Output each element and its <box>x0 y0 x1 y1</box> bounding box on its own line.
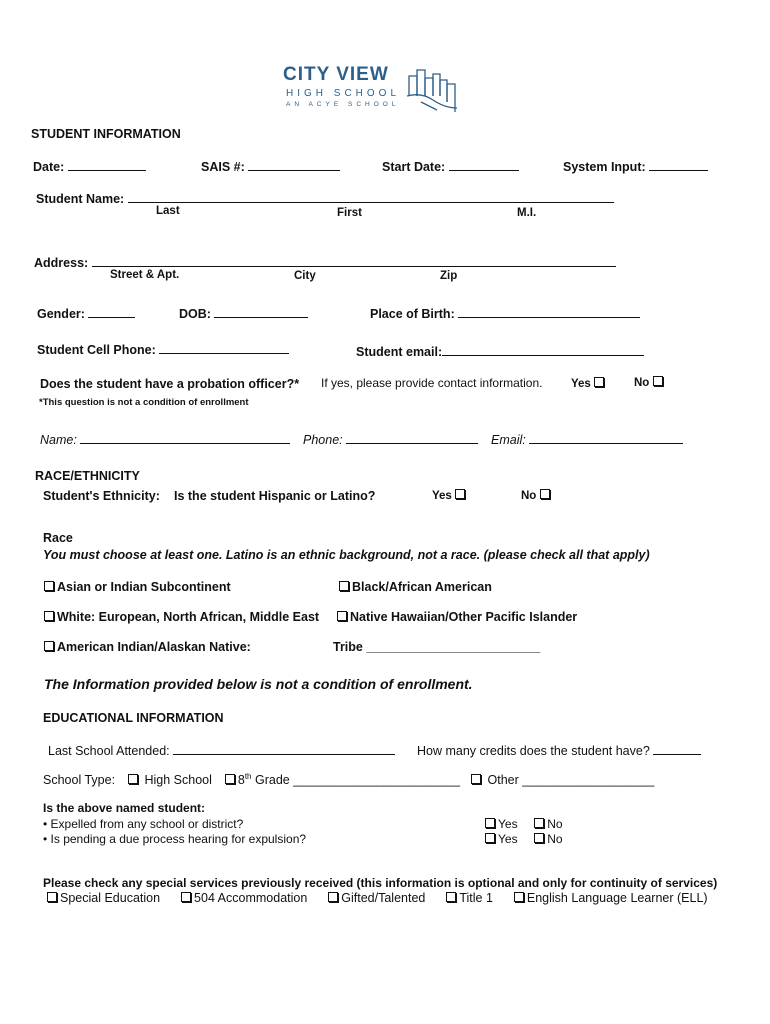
eighth-grade-number: 8 <box>237 773 245 788</box>
race-asian-label: Asian or Indian Subcontinent <box>57 580 231 594</box>
date-label: Date: <box>33 160 65 174</box>
officer-name-label: Name: <box>40 433 77 447</box>
race-heading: Race <box>43 531 73 545</box>
address-field[interactable] <box>92 254 616 267</box>
race-ethnicity-heading: RACE/ETHNICITY <box>35 469 140 483</box>
pending-yes-label: Yes <box>498 832 518 846</box>
eighth-grade-suffix: th <box>244 772 252 781</box>
gender-row <box>37 305 135 321</box>
hispanic-no-option[interactable] <box>521 489 553 502</box>
start-date-label: Start Date: <box>382 160 446 174</box>
gender-field[interactable] <box>88 305 135 318</box>
school-type-row <box>43 772 654 787</box>
credits-question: How many credits does the student have? <box>417 744 650 758</box>
special-education-label: Special Education <box>60 891 161 905</box>
first-caption: First <box>337 207 362 219</box>
city-skyline-icon <box>407 66 459 114</box>
officer-phone-label: Phone: <box>303 433 343 447</box>
start-date-field[interactable] <box>449 158 519 171</box>
expelled-options <box>485 817 563 831</box>
high-school-label: High School <box>144 773 212 788</box>
pending-options <box>485 832 563 846</box>
start-date-row <box>382 158 519 174</box>
student-email-label: Student email: <box>356 345 443 359</box>
system-input-row <box>563 158 708 174</box>
student-name-field[interactable] <box>128 190 614 203</box>
officer-phone-row <box>303 431 478 447</box>
cell-phone-label: Student Cell Phone: <box>37 343 156 357</box>
race-black-checkbox[interactable] <box>339 581 349 591</box>
officer-name-row <box>40 431 290 447</box>
probation-no-checkbox[interactable] <box>653 376 663 386</box>
logo-name: CITY VIEW <box>283 64 389 85</box>
race-black-label: Black/African American <box>352 580 492 594</box>
race-option-black[interactable] <box>339 580 492 594</box>
race-hawaiian-label: Native Hawaiian/Other Pacific Islander <box>350 610 578 624</box>
last-caption: Last <box>156 205 180 217</box>
tribe-field[interactable]: _________________________ <box>366 640 541 654</box>
credits-row <box>417 742 701 758</box>
race-white-label: White: European, North African, Middle East <box>57 610 320 624</box>
officer-name-field[interactable] <box>80 431 290 444</box>
above-named-heading: Is the above named student: <box>43 801 206 815</box>
date-row <box>33 158 146 174</box>
expelled-yes-checkbox[interactable] <box>485 818 495 828</box>
student-email-row <box>356 343 644 359</box>
officer-email-field[interactable] <box>529 431 683 444</box>
last-school-row <box>48 742 395 758</box>
ethnicity-label: Student's Ethnicity: <box>43 489 160 503</box>
officer-email-row <box>491 431 683 447</box>
pending-yes-checkbox[interactable] <box>485 833 495 843</box>
other-checkbox[interactable] <box>471 774 481 784</box>
ell-checkbox[interactable] <box>514 892 524 902</box>
special-education-checkbox[interactable] <box>47 892 57 902</box>
eighth-grade-checkbox[interactable] <box>225 774 235 784</box>
gifted-talented-label: Gifted/Talented <box>341 891 426 905</box>
title-1-checkbox[interactable] <box>446 892 456 902</box>
hispanic-no-label: No <box>521 490 537 502</box>
accommodation-504-checkbox[interactable] <box>181 892 191 902</box>
tribe-label: Tribe <box>333 640 363 654</box>
race-option-asian[interactable] <box>44 580 231 594</box>
services-options <box>47 891 708 905</box>
probation-yes-option[interactable] <box>571 377 607 390</box>
accommodation-504-label: 504 Accommodation <box>194 891 308 905</box>
logo-line2: HIGH SCHOOL <box>286 88 401 99</box>
logo-line3: AN ACYE SCHOOL <box>286 101 400 108</box>
officer-email-label: Email: <box>491 433 526 447</box>
probation-no-option[interactable] <box>634 376 666 389</box>
date-field[interactable] <box>68 158 146 171</box>
eighth-grade-label: Grade <box>254 773 290 788</box>
probation-contact-text: If yes, please provide contact information. <box>321 376 543 390</box>
high-school-checkbox[interactable] <box>128 774 138 784</box>
race-native-label: American Indian/Alaskan Native: <box>57 640 251 654</box>
place-of-birth-field[interactable] <box>458 305 640 318</box>
notice-text: The Information provided below is not a condition of enrollment. <box>44 676 473 692</box>
school-type-label: School Type: <box>43 773 116 788</box>
hispanic-yes-label: Yes <box>432 490 452 502</box>
sais-field[interactable] <box>248 158 340 171</box>
dob-label: DOB: <box>179 307 211 321</box>
title-1-label: Title 1 <box>459 891 493 905</box>
sais-label: SAIS #: <box>201 160 245 174</box>
race-white-checkbox[interactable] <box>44 611 54 621</box>
dob-field[interactable] <box>214 305 308 318</box>
other-label: Other <box>487 773 519 788</box>
place-of-birth-row <box>370 305 640 321</box>
street-caption: Street & Apt. <box>110 269 180 281</box>
hispanic-yes-option[interactable] <box>432 489 468 502</box>
student-name-label: Student Name: <box>36 192 125 206</box>
city-caption: City <box>294 270 316 282</box>
services-prompt: Please check any special services previously received (this information is optional and only for continuity of services) <box>43 876 718 890</box>
system-input-field[interactable] <box>649 158 708 171</box>
educational-heading: EDUCATIONAL INFORMATION <box>43 711 224 725</box>
probation-question: Does the student have a probation officer?* <box>40 377 300 391</box>
cell-phone-field[interactable] <box>159 341 289 354</box>
race-option-white[interactable] <box>44 610 319 624</box>
expelled-question: • Expelled from any school or district? <box>43 817 244 831</box>
probation-yes-label: Yes <box>571 378 591 390</box>
probation-no-label: No <box>634 377 650 389</box>
race-option-native[interactable] <box>44 640 251 654</box>
expelled-yes-label: Yes <box>498 817 518 831</box>
officer-phone-field[interactable] <box>346 431 478 444</box>
race-instruction: You must choose at least one. Latino is an ethnic background, not a race. (please check all that apply) <box>43 548 650 562</box>
ell-label: English Language Learner (ELL) <box>526 891 708 905</box>
gifted-talented-checkbox[interactable] <box>328 892 338 902</box>
tribe-row <box>333 640 540 654</box>
cell-phone-row <box>37 341 289 357</box>
pending-no-checkbox[interactable] <box>534 833 544 843</box>
sais-row <box>201 158 340 174</box>
place-of-birth-label: Place of Birth: <box>370 307 455 321</box>
mi-caption: M.I. <box>517 207 537 219</box>
gender-label: Gender: <box>37 307 85 321</box>
system-input-label: System Input: <box>563 160 646 174</box>
race-hawaiian-checkbox[interactable] <box>337 611 347 621</box>
expelled-no-label: No <box>547 817 563 831</box>
dob-row <box>179 305 308 321</box>
credits-field[interactable] <box>653 742 701 755</box>
pending-question: • Is pending a due process hearing for expulsion? <box>43 832 307 846</box>
student-info-heading: STUDENT INFORMATION <box>31 127 181 141</box>
probation-yes-checkbox[interactable] <box>594 377 604 387</box>
expelled-no-checkbox[interactable] <box>534 818 544 828</box>
other-field[interactable]: ___________________ <box>522 773 655 788</box>
hispanic-no-checkbox[interactable] <box>540 489 550 499</box>
race-option-hawaiian[interactable] <box>337 610 577 624</box>
race-asian-checkbox[interactable] <box>44 581 54 591</box>
hispanic-question: Is the student Hispanic or Latino? <box>174 489 376 503</box>
last-school-field[interactable] <box>173 742 395 755</box>
school-logo <box>283 64 463 116</box>
eighth-grade-field[interactable]: ________________________ <box>293 773 461 788</box>
address-row <box>34 254 616 270</box>
student-name-row <box>36 190 614 206</box>
hispanic-yes-checkbox[interactable] <box>455 489 465 499</box>
probation-footnote: *This question is not a condition of enrollment <box>39 397 249 408</box>
zip-caption: Zip <box>440 270 458 282</box>
student-email-field[interactable] <box>442 343 644 356</box>
last-school-label: Last School Attended: <box>48 744 170 758</box>
pending-no-label: No <box>547 832 563 846</box>
address-label: Address: <box>34 256 89 270</box>
race-native-checkbox[interactable] <box>44 641 54 651</box>
